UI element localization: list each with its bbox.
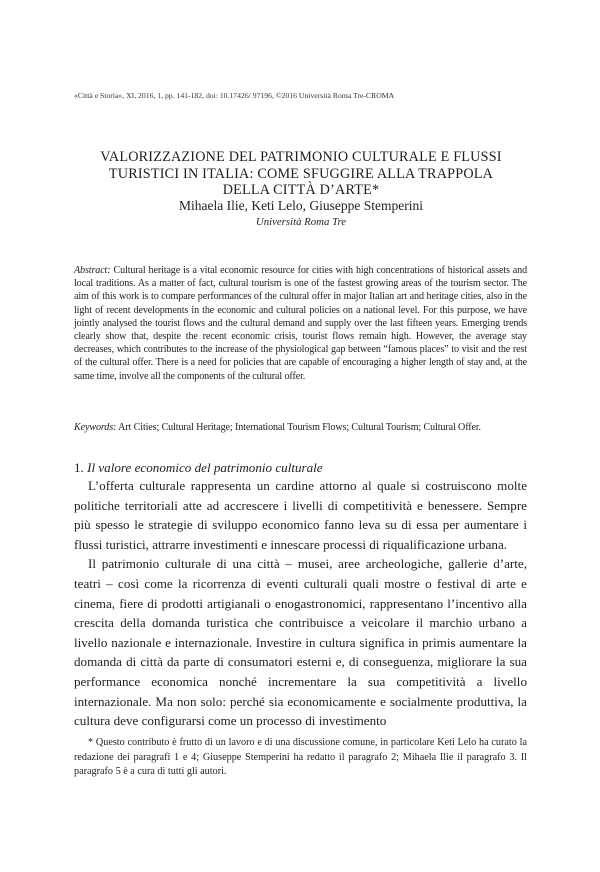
section-number: 1. (74, 460, 88, 475)
abstract-label: Abstract: (74, 265, 111, 276)
section-heading (74, 459, 534, 476)
article-title (70, 149, 532, 199)
abstract-text: Cultural heritage is a vital economic resource for cities with high concentrations of historical assets and local traditions. As a matter of fact, cultural tourism is one of the fastest growing areas of the tourism sector. The aim of this work is to compare performances of the cultural offer in major Italian art and heritage cities, also in the light of recent developments in the economic and cultural policies on a national level. For this purpose, we have jointly analysed the tourist flows and the cultural demand and supply over the last fifteen years. Emerging trends clearly show that, despite the recent economic crisis, tourist flows remain high. However, the average stay decreases, which contributes to the increase of the physiological gap between “famous places” to visit and the rest of the cultural offer. There is a need for policies that are capable of encouraging a higher length of stay and, at the same time, involve all the components of the cultural offer. (74, 265, 527, 382)
keywords-label: Keywords: (74, 422, 117, 433)
keywords (74, 421, 534, 434)
keywords-text: Art Cities; Cultural Heritage; International Tourism Flows; Cultural Tourism; Cultural Offer. (116, 422, 481, 433)
journal-citation-header: «Città e Storia», XI, 2016, 1, pp. 141-182, doi: 10.17426/ 97196, ©2016 Università Roma Tre-CROMA (74, 91, 395, 100)
body-text (74, 476, 527, 731)
footnote (74, 736, 527, 780)
body-paragraph: L’offerta culturale rappresenta un cardine attorno al quale si costruiscono molte politiche territoriali atte ad accrescere i livelli di competitività e benessere. Sempre più spesso le strategie di sviluppo economico fanno leva su di essa per aumentare i flussi turistici, attrarre investimenti e innescare processi di riqualificazione urbana. (74, 478, 527, 552)
article-title-line: VALORIZZAZIONE DEL PATRIMONIO CULTURALE E FLUSSI (100, 149, 502, 165)
abstract-paragraph (74, 264, 527, 383)
section-title: Il valore economico del patrimonio culturale (87, 460, 323, 475)
author-affiliation: Università Roma Tre (255, 216, 347, 228)
abstract (74, 264, 527, 383)
footnote-text: * Questo contributo è frutto di un lavoro e di una discussione comune, in particolare Keti Lelo ha curato la redazione dei paragrafi 1 e 4; Giuseppe Stemperini ha redatto il paragrafo 2; Mihaela Ilie il paragrafo 3. Il paragrafo 5 è a cura di tutti gli autori. (74, 737, 527, 778)
body-paragraph: Il patrimonio culturale di una città – musei, aree archeologiche, gallerie d’arte, teatri – così come la ricorrenza di eventi culturali quali mostre o festival di arte e cinema, fiere di prodotti artigianali o enogastronomici, rappresentano l’incentivo alla crescita della domanda turistica che contribuisce a veicolare il marchio urbano a livello nazionale e internazionale. Investire in cultura significa in primis aumentare la domanda di città da parte di consumatori esterni e, di conseguenza, migliorare la sua performance economica nonché incrementare la sua competitività a livello internazionale. Ma non solo: perché sia economicamente e socialmente produttiva, la cultura deve configurarsi come un processo di investimento (74, 556, 527, 729)
article-authors: Mihaela Ilie, Keti Lelo, Giuseppe Stemperini (178, 198, 424, 213)
article-title-line: TURISTICI IN ITALIA: COME SFUGGIRE ALLA TRAPPOLA (108, 165, 494, 182)
article-title-line: DELLA CITTÀ D’ARTE* (222, 182, 380, 198)
